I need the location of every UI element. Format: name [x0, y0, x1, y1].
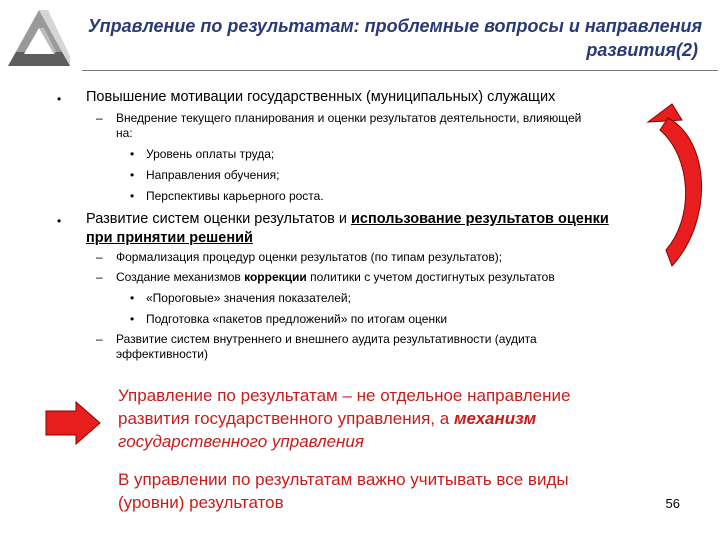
- list-item: Подготовка «пакетов предложений» по итогам оценки: [146, 312, 448, 326]
- bullet-1-text: Повышение мотивации государственных (муниципальных) служащих: [86, 89, 556, 105]
- bullet-marker: •: [130, 291, 135, 305]
- list-item: Уровень оплаты труда;: [146, 147, 275, 161]
- penrose-triangle-logo-icon: [6, 8, 72, 70]
- slide-title: Управление по результатам: проблемные вопросы и направления развития(2): [87, 16, 703, 60]
- bullet-marker: •: [130, 312, 135, 326]
- list-item: Перспективы карьерного роста.: [146, 189, 324, 203]
- dash-marker: –: [96, 270, 103, 284]
- page-number: 56: [665, 496, 680, 511]
- key-statement-1: Управление по результатам – не отдельное направление развития государственного управления, а механизм государственного управления: [118, 386, 571, 451]
- dash-marker: –: [96, 111, 103, 125]
- key-statement-2: В управлении по результатам важно учитывать все виды (уровни) результатов: [118, 470, 569, 512]
- list-item: Направления обучения;: [146, 168, 280, 182]
- bullet-marker: •: [57, 92, 62, 106]
- bullet-2-sub-2: Создание механизмов коррекции политики с учетом достигнутых результатов: [116, 270, 555, 284]
- bullet-marker: •: [57, 214, 62, 228]
- dash-marker: –: [96, 250, 103, 264]
- curved-arrow-icon: [642, 100, 712, 280]
- bullet-2-text: Развитие систем оценки результатов и использование результатов оценки при принятии решений: [86, 211, 609, 246]
- bullet-1-sub: Внедрение текущего планирования и оценки результатов деятельности, влияющей на:: [116, 111, 582, 140]
- bullet-marker: •: [130, 189, 135, 203]
- bullet-marker: •: [130, 168, 135, 182]
- title-divider: [82, 70, 718, 71]
- dash-marker: –: [96, 332, 103, 346]
- right-arrow-icon: [44, 400, 102, 446]
- bullet-marker: •: [130, 147, 135, 161]
- bullet-2-sub-3: Развитие систем внутреннего и внешнего аудита результативности (аудита эффективности): [116, 332, 537, 361]
- list-item: «Пороговые» значения показателей;: [146, 291, 351, 305]
- bullet-2-sub-1: Формализация процедур оценки результатов (по типам результатов);: [116, 250, 503, 264]
